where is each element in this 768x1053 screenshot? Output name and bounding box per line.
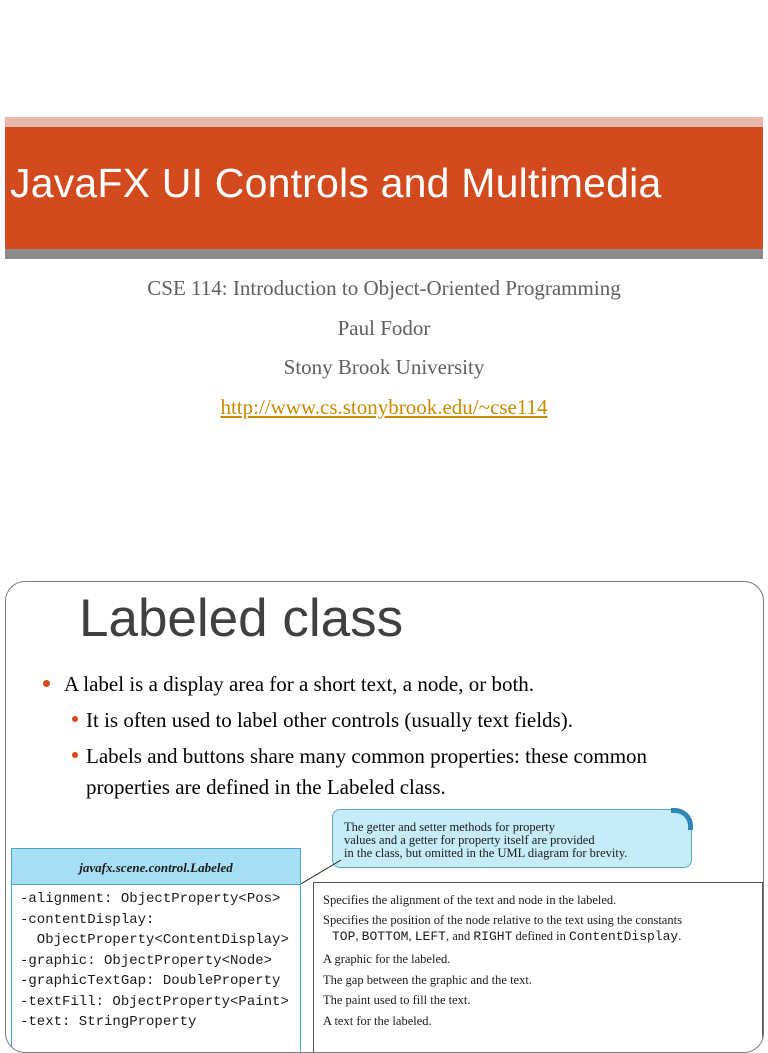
course-url-link[interactable]: http://www.cs.stonybrook.edu/~cse114 bbox=[220, 395, 548, 419]
author-name: Paul Fodor bbox=[337, 316, 431, 340]
top-accent-strip bbox=[5, 117, 763, 127]
description-text: A text for the labeled. bbox=[323, 1014, 432, 1028]
separator: , bbox=[408, 929, 415, 943]
uml-class-name: javafx.scene.control.Labeled bbox=[11, 848, 301, 885]
description-gap: The gap between the graphic and the text. bbox=[323, 973, 532, 987]
uml-attribute: ObjectProperty<ContentDisplay> bbox=[20, 932, 289, 948]
separator: , bbox=[355, 929, 362, 943]
description-fill: The paint used to fill the text. bbox=[323, 993, 471, 1007]
description-graphic: A graphic for the labeled. bbox=[323, 952, 451, 966]
uml-attribute: -contentDisplay: bbox=[20, 912, 155, 928]
description-alignment: Specifies the alignment of the text and node in the labeled. bbox=[323, 893, 617, 907]
bottom-accent-strip bbox=[5, 249, 763, 259]
constant-bottom: BOTTOM bbox=[361, 929, 409, 944]
bullet-line: properties are defined in the Labeled class. bbox=[86, 775, 446, 799]
slide-title: JavaFX UI Controls and Multimedia bbox=[10, 160, 662, 206]
uml-attribute: -graphicTextGap: DoubleProperty bbox=[20, 973, 281, 989]
callout-line: values and a getter for property itself are provided bbox=[344, 833, 595, 847]
constant-right: RIGHT bbox=[473, 929, 513, 944]
uml-attribute: -alignment: ObjectProperty<Pos> bbox=[20, 891, 281, 907]
university-name: Stony Brook University bbox=[283, 355, 485, 379]
callout-line: The getter and setter methods for property bbox=[344, 820, 556, 834]
course-name: CSE 114: Introduction to Object-Oriented Programming bbox=[147, 276, 621, 300]
description-content-display: Specifies the position of the node relative to the text using the constants bbox=[323, 913, 682, 927]
uml-attribute: -textFill: ObjectProperty<Paint> bbox=[20, 994, 289, 1010]
constant-contentdisplay: ContentDisplay bbox=[568, 929, 679, 944]
uml-attribute: -text: StringProperty bbox=[20, 1014, 197, 1030]
separator: . bbox=[678, 929, 682, 943]
bullet-line: Labels and buttons share many common properties: these common bbox=[86, 744, 648, 768]
labeled-class-slide bbox=[5, 581, 764, 1053]
uml-attribute: -graphic: ObjectProperty<Node> bbox=[20, 953, 273, 969]
callout-line: in the class, but omitted in the UML diagram for brevity. bbox=[344, 846, 628, 860]
separator: defined in bbox=[512, 929, 569, 943]
constant-top: TOP bbox=[332, 929, 356, 944]
constant-left: LEFT bbox=[414, 929, 446, 944]
description-content-display-constants bbox=[332, 929, 681, 944]
bullet-level1: A label is a display area for a short text, a node, or both. bbox=[64, 672, 535, 696]
slide-title: Labeled class bbox=[79, 589, 404, 648]
separator: , and bbox=[445, 929, 474, 943]
bullet-level2: It is often used to label other controls (usually text fields). bbox=[86, 708, 573, 732]
